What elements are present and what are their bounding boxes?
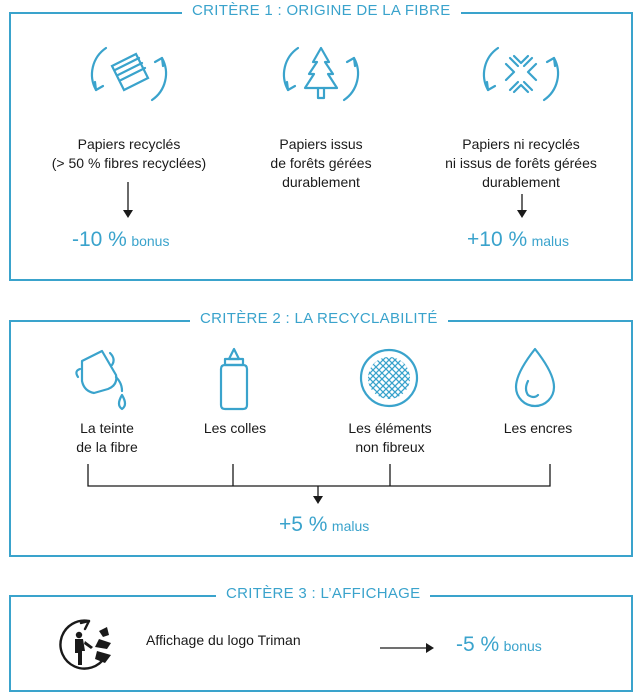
- malus-result: +10 % malus: [467, 228, 569, 251]
- cross-recycle-icon: [476, 38, 566, 110]
- arrow-down-icon: [121, 182, 135, 220]
- mesh-circle-icon: [358, 347, 420, 409]
- glue-label: Les colles: [203, 420, 267, 436]
- inks-label: Les encres: [503, 420, 573, 436]
- bonus-result: -10 % bonus: [72, 228, 170, 251]
- fiber-tint-label: La teinte de la fibre: [76, 420, 138, 455]
- bracket-connector: [80, 464, 560, 508]
- criterion-1-title: CRITÈRE 1 : ORIGINE DE LA FIBRE: [182, 2, 461, 19]
- arrow-down-icon: [515, 194, 529, 220]
- arrow-right-icon: [380, 642, 436, 654]
- dye-pour-icon: [72, 345, 150, 415]
- triman-bonus-result: -5 % bonus: [456, 633, 542, 656]
- triman-label: Affichage du logo Triman: [146, 632, 301, 648]
- glue-bottle-icon: [211, 345, 257, 415]
- other-paper-label: Papiers ni recyclés ni issus de forêts gérées durablement: [445, 136, 597, 190]
- recycled-paper-label: Papiers recyclés (> 50 % fibres recyclées): [51, 136, 207, 171]
- sustainable-forest-paper-label: Papiers issus de forêts gérées durablement: [270, 136, 372, 190]
- tree-icon: [276, 38, 366, 110]
- ink-drop-icon: [508, 345, 562, 411]
- criterion-3-title: CRITÈRE 3 : L’AFFICHAGE: [216, 585, 430, 602]
- recyclability-malus-result: +5 % malus: [279, 513, 370, 536]
- non-fibrous-elements-label: Les éléments non fibreux: [348, 420, 432, 455]
- triman-logo-icon: [55, 617, 117, 673]
- recycled-paper-icon: [84, 38, 174, 110]
- criterion-2-title: CRITÈRE 2 : LA RECYCLABILITÉ: [190, 310, 448, 327]
